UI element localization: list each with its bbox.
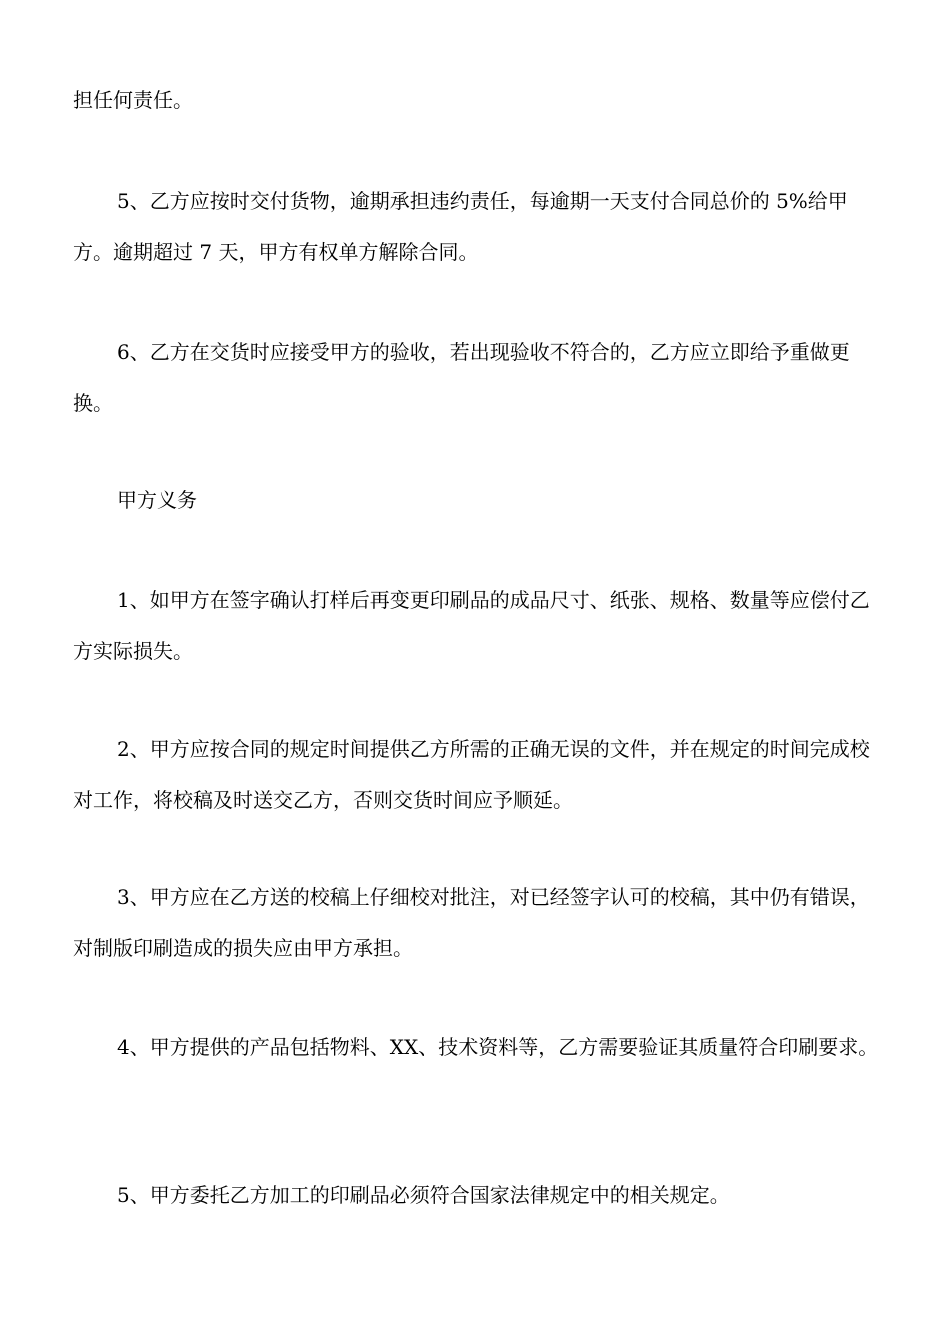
paragraph-continuation: 担任何责任。 (73, 88, 193, 112)
paragraph-buyer-clause-1: 1、如甲方在签字确认打样后再变更印刷品的成品尺寸、纸张、规格、数量等应偿付乙方实际损失。 (73, 588, 870, 663)
paragraph-buyer-clause-5: 5、甲方委托乙方加工的印刷品必须符合国家法律规定中的相关规定。 (117, 1183, 730, 1207)
paragraph-seller-clause-5: 5、乙方应按时交付货物，逾期承担违约责任，每逾期一天支付合同总价的 5%给甲方。逾期超过 7 天，甲方有权单方解除合同。 (73, 189, 848, 264)
paragraph-buyer-clause-4: 4、甲方提供的产品包括物料、XX、技术资料等，乙方需要验证其质量符合印刷要求。 (117, 1035, 879, 1059)
section-heading-buyer-obligations: 甲方义务 (117, 488, 197, 512)
paragraph-seller-clause-6: 6、乙方在交货时应接受甲方的验收，若出现验收不符合的，乙方应立即给予重做更换。 (73, 340, 850, 415)
paragraph-buyer-clause-3: 3、甲方应在乙方送的校稿上仔细校对批注，对已经签字认可的校稿，其中仍有错误，对制版印刷造成的损失应由甲方承担。 (73, 885, 870, 960)
paragraph-buyer-clause-2: 2、甲方应按合同的规定时间提供乙方所需的正确无误的文件，并在规定的时间完成校对工作，将校稿及时送交乙方，否则交货时间应予顺延。 (73, 737, 870, 812)
